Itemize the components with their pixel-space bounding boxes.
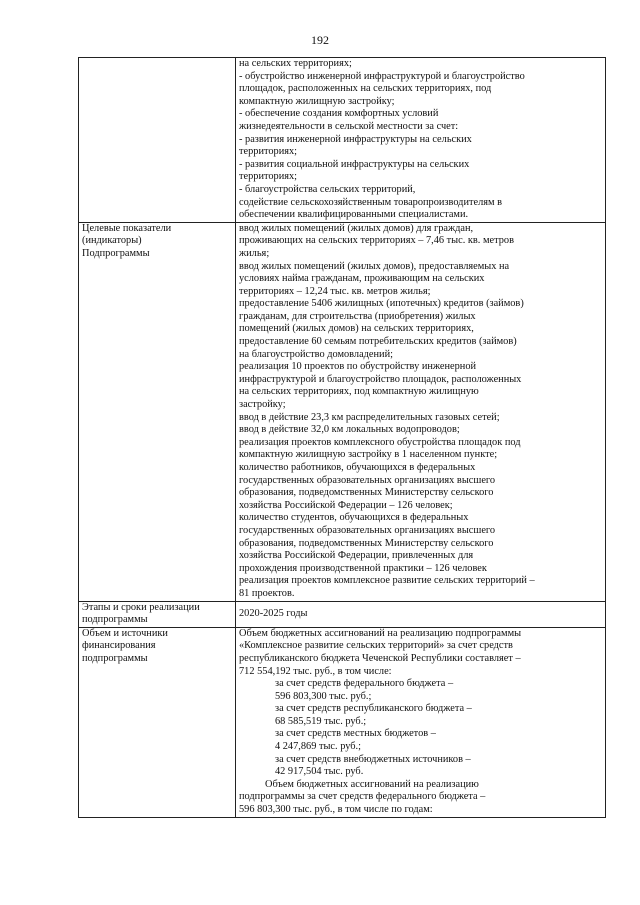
text-line: за счет средств внебюджетных источников –: [275, 753, 471, 765]
text-line: содействие сельскохозяйственным товаропроизводителям в: [239, 196, 503, 208]
text-line: территориях;: [239, 171, 298, 183]
text-line: площадок, расположенных на сельских территориях, под: [239, 83, 492, 95]
text-line: прохождения производственной практики – 126 человек: [239, 562, 487, 574]
text-line: 712 554,192 тыс. руб., в том числе:: [239, 665, 392, 677]
table-row: [79, 601, 606, 627]
text-line: за счет средств местных бюджетов –: [275, 728, 436, 740]
text-line: 42 917,504 тыс. руб.: [275, 766, 364, 778]
text-line: 68 585,519 тыс. руб.;: [275, 715, 367, 727]
text-line: реализация 10 проектов по обустройству инженерной: [239, 361, 477, 373]
label-cell: [79, 222, 236, 601]
text-line: 2020-2025 годы: [239, 607, 308, 619]
text-line: хозяйства Российской Федерации, привлеченных для: [239, 550, 474, 562]
text-line: обеспечении квалифицированными специалистами.: [239, 209, 469, 221]
text-line: на сельских территориях, под компактную жилищную: [239, 386, 479, 398]
text-line: на сельских территориях;: [239, 58, 352, 69]
content-cell: [236, 58, 606, 223]
text-line: за счет средств республиканского бюджета –: [275, 703, 472, 715]
text-line: предоставление 60 семьям потребительских кредитов (займов): [239, 336, 517, 348]
content-cell: [236, 222, 606, 601]
text-line: реализация проектов комплексное развитие сельских территорий –: [239, 575, 535, 587]
text-line: за счет средств федерального бюджета –: [275, 678, 454, 690]
text-line: условиях найма гражданам, проживающим на сельских: [239, 273, 485, 285]
text-line: реализация проектов комплексного обустройства площадок под: [239, 436, 521, 448]
text-line: хозяйства Российской Федерации – 126 человек;: [239, 499, 453, 511]
row-label: Объем и источники: [82, 627, 168, 639]
subprogram-passport-table: [78, 57, 606, 818]
text-line: количество работников, обучающихся в федеральных: [239, 462, 476, 473]
text-line: - обустройство инженерной инфраструктурой и благоустройство: [239, 70, 525, 82]
text-line: государственных образовательных организациях высшего: [239, 474, 496, 486]
text-line: Объем бюджетных ассигнований на реализацию подпрограммы: [239, 627, 522, 639]
text-line: - развития инженерной инфраструктуры на сельских: [239, 133, 472, 145]
table-row: [79, 58, 606, 223]
text-line: - благоустройства сельских территорий,: [239, 183, 416, 195]
text-line: территориях;: [239, 146, 298, 158]
text-line: предоставление 5406 жилищных (ипотечных) кредитов (займов): [239, 298, 524, 310]
text-line: жизнедеятельности в сельской местности за счет:: [239, 120, 459, 132]
text-line: образования, подведомственных Министерству сельского: [239, 537, 494, 549]
row-label: Подпрограммы: [82, 247, 150, 259]
page-number: 192: [311, 33, 329, 47]
row-label: подпрограммы: [82, 652, 148, 664]
text-line: 596 803,300 тыс. руб.;: [275, 690, 372, 702]
row-label: подпрограммы: [82, 614, 148, 626]
text-line: - обеспечение создания комфортных условий: [239, 108, 439, 120]
content-cell: [236, 627, 606, 817]
text-line: территориях – 12,24 тыс. кв. метров жилья;: [239, 285, 431, 297]
table-row: [79, 222, 606, 601]
text-line: на благоустройство домовладений;: [239, 348, 393, 360]
text-line: компактную жилищную застройку в 1 населенном пункте;: [239, 449, 498, 461]
row-label: финансирования: [82, 640, 156, 652]
text-line: - развития социальной инфраструктуры на сельских: [239, 158, 470, 170]
text-line: компактную жилищную застройку;: [239, 95, 395, 107]
text-line: ввод жилых помещений (жилых домов), предоставляемых на: [239, 260, 510, 272]
label-cell: [79, 627, 236, 817]
text-line: застройку;: [239, 399, 286, 411]
text-line: ввод в действие 23,3 км распределительных газовых сетей;: [239, 411, 500, 423]
content-cell: [236, 601, 606, 627]
text-line: подпрограммы за счет средств федерального бюджета –: [239, 791, 486, 803]
text-line: 4 247,869 тыс. руб.;: [275, 741, 361, 753]
text-line: проживающих на сельских территориях – 7,46 тыс. кв. метров: [239, 235, 514, 247]
text-line: инфраструктурой и благоустройство площадок, расположенных: [239, 373, 522, 385]
text-line: республиканского бюджета Чеченской Республики составляет –: [239, 652, 521, 664]
text-line: 596 803,300 тыс. руб., в том числе по годам:: [239, 804, 433, 816]
row-label: Целевые показатели: [82, 222, 172, 234]
text-line: ввод в действие 32,0 км локальных водопроводов;: [239, 424, 460, 436]
label-cell: [79, 601, 236, 627]
text-line: помещений (жилых домов) на сельских территориях,: [239, 323, 474, 335]
text-line: количество студентов, обучающихся в федеральных: [239, 512, 469, 524]
text-line: ввод жилых помещений (жилых домов) для граждан,: [239, 222, 474, 234]
text-line: жилья;: [239, 247, 270, 259]
text-line: 81 проектов.: [239, 587, 295, 599]
text-line: Объем бюджетных ассигнований на реализацию: [265, 778, 479, 790]
text-line: государственных образовательных организациях высшего: [239, 524, 496, 536]
text-line: гражданам, для строительства (приобретения) жилых: [239, 310, 476, 322]
row-label: (индикаторы): [82, 235, 142, 247]
table-row: [79, 627, 606, 817]
text-line: «Комплексное развитие сельских территорий» за счет средств: [239, 640, 513, 652]
label-cell: [79, 58, 236, 223]
text-line: образования, подведомственных Министерству сельского: [239, 487, 494, 499]
row-label: Этапы и сроки реализации: [82, 601, 200, 613]
